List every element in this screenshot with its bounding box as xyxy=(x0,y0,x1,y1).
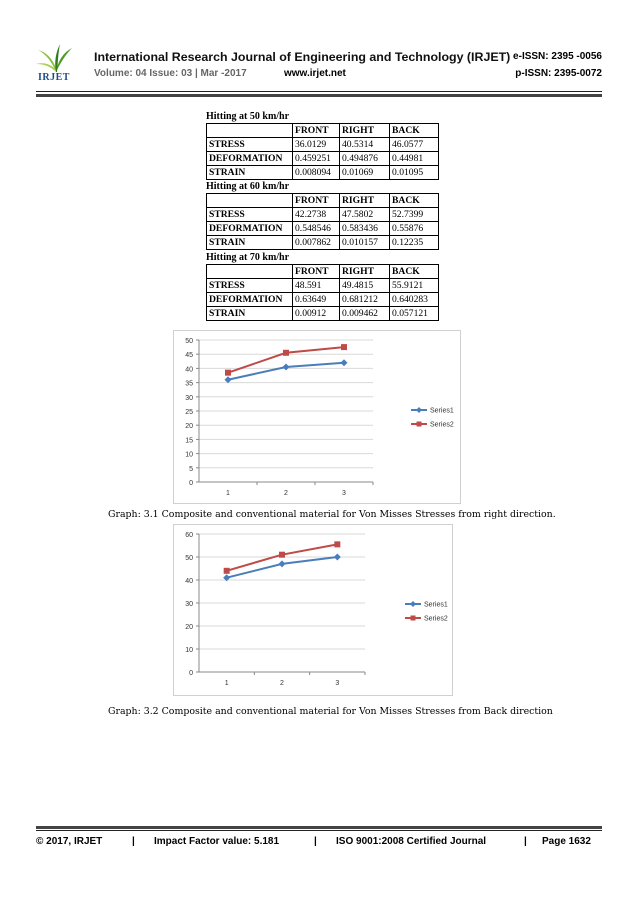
website-link[interactable]: www.irjet.net xyxy=(284,68,346,79)
y-tick-label: 30 xyxy=(185,601,193,608)
row-label: STRESS xyxy=(207,279,293,293)
column-header: FRONT xyxy=(293,124,340,138)
table-cell: 48.591 xyxy=(293,279,340,293)
y-tick-label: 35 xyxy=(185,380,193,388)
table-row xyxy=(207,279,439,293)
data-point-square xyxy=(283,350,289,356)
footer-rule xyxy=(36,830,602,831)
y-tick-label: 50 xyxy=(185,555,193,562)
table-cell: 55.9121 xyxy=(390,279,439,293)
table-corner xyxy=(207,194,293,208)
irjet-logo xyxy=(36,44,76,88)
row-label: DEFORMATION xyxy=(207,222,293,236)
table-cell: 0.00912 xyxy=(293,307,340,321)
graph-caption: Graph: 3.2 Composite and conventional material for Von Misses Stresses from Back direction xyxy=(108,706,553,717)
column-header: RIGHT xyxy=(340,194,390,208)
data-point-square xyxy=(334,541,340,547)
table-block-60 xyxy=(206,180,439,250)
line-chart-right-direction xyxy=(173,330,461,504)
y-tick-label: 0 xyxy=(189,670,193,677)
table-header-row xyxy=(207,124,439,138)
y-tick-label: 50 xyxy=(185,338,193,345)
column-header: BACK xyxy=(390,194,439,208)
iso-certification: ISO 9001:2008 Certified Journal xyxy=(336,836,487,847)
table-cell: 0.01069 xyxy=(340,166,390,180)
table-row xyxy=(207,222,439,236)
table-row xyxy=(207,152,439,166)
y-tick-label: 30 xyxy=(185,394,193,402)
chart-frame xyxy=(174,331,461,504)
x-tick-label: 3 xyxy=(335,680,340,687)
footer-separator: | xyxy=(132,836,135,847)
legend-marker xyxy=(411,616,416,621)
x-tick-label: 3 xyxy=(342,490,346,497)
graph-caption: Graph: 3.1 Composite and conventional material for Von Misses Stresses from right direction. xyxy=(108,509,556,520)
y-tick-label: 10 xyxy=(185,647,193,654)
results-table xyxy=(206,264,439,321)
x-tick-label: 2 xyxy=(284,490,288,497)
table-cell: 0.583436 xyxy=(340,222,390,236)
row-label: STRAIN xyxy=(207,236,293,250)
y-tick-label: 20 xyxy=(185,624,193,631)
y-tick-label: 5 xyxy=(189,465,193,473)
page-header xyxy=(36,44,602,90)
table-cell: 40.5314 xyxy=(340,138,390,152)
table-row xyxy=(207,138,439,152)
results-table xyxy=(206,193,439,250)
data-point-square xyxy=(341,344,347,350)
row-label: STRAIN xyxy=(207,307,293,321)
y-tick-label: 10 xyxy=(185,451,193,459)
column-header: BACK xyxy=(390,265,439,279)
table-cell: 52.7399 xyxy=(390,208,439,222)
table-caption: Hitting at 70 km/hr xyxy=(206,252,290,263)
table-cell: 0.007862 xyxy=(293,236,340,250)
copyright: © 2017, IRJET xyxy=(36,836,103,847)
journal-title: International Research Journal of Engineering and Technology (IRJET) xyxy=(94,50,511,64)
table-cell: 0.548546 xyxy=(293,222,340,236)
legend-label: Series2 xyxy=(430,421,454,429)
y-tick-label: 45 xyxy=(185,352,193,360)
table-cell: 0.44981 xyxy=(390,152,439,166)
table-cell: 0.008094 xyxy=(293,166,340,180)
legend-marker xyxy=(417,422,422,427)
y-tick-label: 20 xyxy=(185,423,193,431)
table-row xyxy=(207,293,439,307)
row-label: DEFORMATION xyxy=(207,152,293,166)
column-header: RIGHT xyxy=(340,265,390,279)
logo-text: IRJET xyxy=(38,72,70,83)
x-tick-label: 2 xyxy=(280,680,284,687)
table-cell: 49.4815 xyxy=(340,279,390,293)
table-corner xyxy=(207,124,293,138)
row-label: DEFORMATION xyxy=(207,293,293,307)
volume-issue: Volume: 04 Issue: 03 | Mar -2017 xyxy=(94,68,247,79)
table-cell: 0.55876 xyxy=(390,222,439,236)
table-cell: 36.0129 xyxy=(293,138,340,152)
table-block-70 xyxy=(206,251,439,321)
data-point-square xyxy=(279,552,285,558)
header-rule-thick xyxy=(36,94,602,97)
y-tick-label: 40 xyxy=(185,578,193,585)
impact-factor: Impact Factor value: 5.181 xyxy=(154,836,280,847)
legend-label: Series1 xyxy=(430,407,454,415)
table-row xyxy=(207,166,439,180)
x-tick-label: 1 xyxy=(224,680,229,687)
leaf-icon xyxy=(36,44,76,74)
table-cell: 42.2738 xyxy=(293,208,340,222)
chart-svg xyxy=(173,330,461,504)
table-cell: 0.057121 xyxy=(390,307,439,321)
chart-svg xyxy=(173,524,453,696)
header-rule xyxy=(36,91,602,92)
pissn: p-ISSN: 2395-0072 xyxy=(515,68,602,79)
footer-separator: | xyxy=(524,836,527,847)
chart-frame xyxy=(174,525,453,696)
table-row xyxy=(207,307,439,321)
table-header-row xyxy=(207,265,439,279)
table-cell: 0.459251 xyxy=(293,152,340,166)
table-cell: 0.009462 xyxy=(340,307,390,321)
table-row xyxy=(207,208,439,222)
table-cell: 0.63649 xyxy=(293,293,340,307)
table-cell: 0.010157 xyxy=(340,236,390,250)
table-row xyxy=(207,236,439,250)
row-label: STRAIN xyxy=(207,166,293,180)
eissn: e-ISSN: 2395 -0056 xyxy=(513,51,602,62)
legend-label: Series1 xyxy=(424,601,448,609)
row-label: STRESS xyxy=(207,208,293,222)
data-point-square xyxy=(224,568,230,574)
x-tick-label: 1 xyxy=(226,490,230,497)
footer-separator: | xyxy=(314,836,317,847)
line-chart-back-direction xyxy=(173,524,453,696)
column-header: FRONT xyxy=(293,265,340,279)
table-cell: 0.681212 xyxy=(340,293,390,307)
y-tick-label: 25 xyxy=(185,409,193,416)
table-block-50 xyxy=(206,110,439,180)
legend-label: Series2 xyxy=(424,615,448,623)
table-cell: 0.494876 xyxy=(340,152,390,166)
row-label: STRESS xyxy=(207,138,293,152)
table-cell: 47.5802 xyxy=(340,208,390,222)
table-cell: 46.0577 xyxy=(390,138,439,152)
y-tick-label: 60 xyxy=(185,532,193,539)
column-header: BACK xyxy=(390,124,439,138)
y-tick-label: 15 xyxy=(185,437,193,445)
page-number: Page 1632 xyxy=(542,836,591,847)
table-corner xyxy=(207,265,293,279)
table-cell: 0.640283 xyxy=(390,293,439,307)
column-header: RIGHT xyxy=(340,124,390,138)
table-caption: Hitting at 60 km/hr xyxy=(206,181,290,192)
table-caption: Hitting at 50 km/hr xyxy=(206,111,290,122)
table-cell: 0.12235 xyxy=(390,236,439,250)
column-header: FRONT xyxy=(293,194,340,208)
table-cell: 0.01095 xyxy=(390,166,439,180)
y-tick-label: 40 xyxy=(185,366,193,374)
data-point-square xyxy=(225,370,231,376)
table-header-row xyxy=(207,194,439,208)
results-table xyxy=(206,123,439,180)
y-tick-label: 0 xyxy=(189,480,193,487)
footer-rule-thick xyxy=(36,826,602,829)
